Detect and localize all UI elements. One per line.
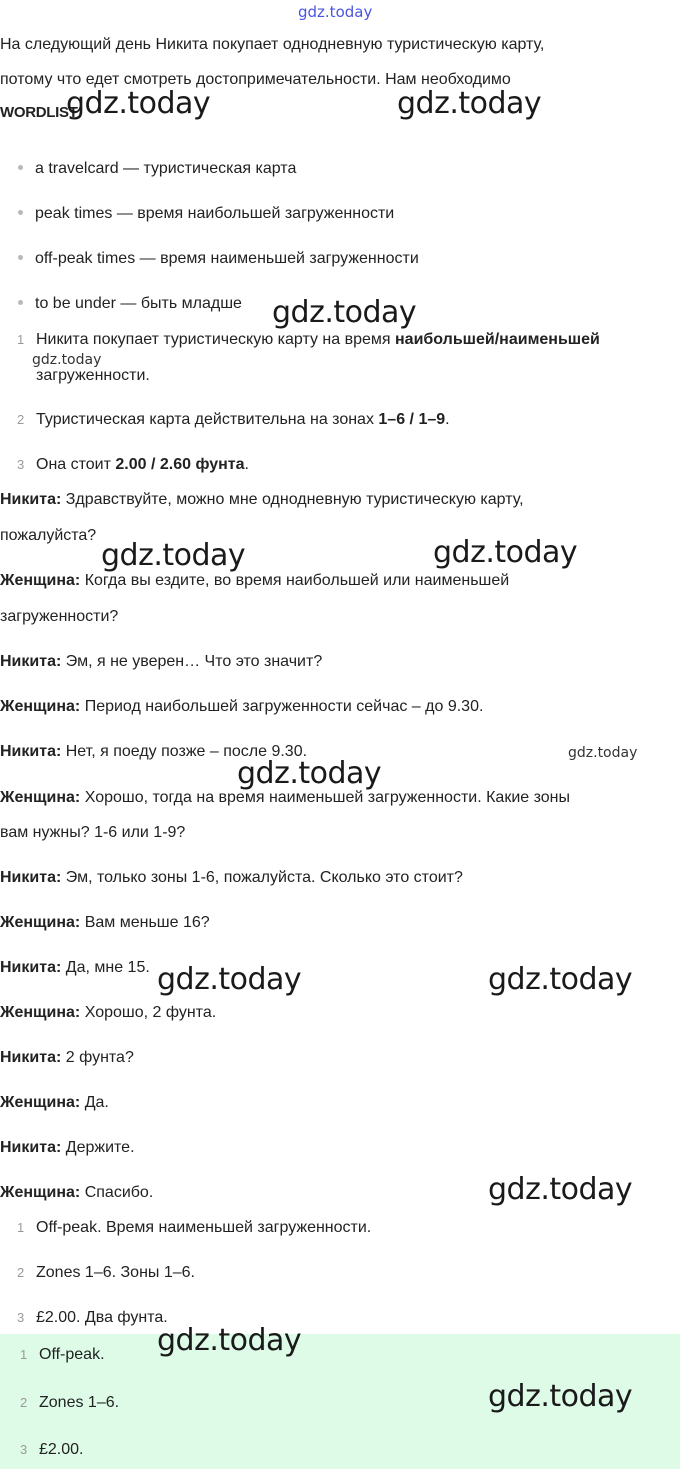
watermark: gdz.today: [397, 86, 542, 121]
wordlist-item: [18, 249, 419, 269]
speaker: Никита:: [0, 1049, 62, 1066]
dialogue-text: Спасибо.: [80, 1184, 154, 1201]
speaker: Никита:: [0, 743, 62, 760]
speaker: Никита:: [0, 869, 62, 886]
dialogue-text: Да, мне 15.: [61, 959, 150, 976]
answer-item: [0, 1263, 195, 1283]
task-text: Туристическая карта действительна на зонах: [36, 411, 379, 428]
dialogue-text: Здравствуйте, можно мне однодневную туристическую карту,: [61, 491, 524, 508]
dialogue-text: Хорошо, тогда на время наименьшей загруженности. Какие зоны: [80, 789, 570, 806]
speaker: Женщина:: [0, 698, 81, 715]
dialogue-line: [0, 958, 150, 978]
wordlist-item-text: peak times — время наибольшей загруженности: [35, 205, 395, 222]
bullet-icon: [18, 255, 23, 260]
wordlist-item-text: to be under — быть младше: [35, 295, 242, 312]
speaker: Женщина:: [0, 1094, 81, 1111]
dialogue-text: Нет, я поеду позже – после 9.30.: [61, 743, 308, 760]
answer-number: 3: [20, 1442, 28, 1457]
watermark: gdz.today: [488, 1379, 633, 1414]
watermark: gdz.today: [272, 295, 417, 330]
speaker: Никита:: [0, 491, 62, 508]
speaker: Женщина:: [0, 1184, 81, 1201]
dialogue-line: [0, 788, 570, 808]
dialogue-text: Эм, я не уверен… Что это значит?: [61, 653, 323, 670]
task-bold: наибольшей/наименьшей: [395, 331, 600, 348]
dialogue-text: Хорошо, 2 фунта.: [80, 1004, 217, 1021]
answer-text: Off-peak. Время наименьшей загруженности.: [36, 1219, 372, 1236]
task-text: Она стоит: [36, 456, 116, 473]
task-after: .: [445, 411, 450, 428]
task-number: 2: [17, 412, 25, 427]
speaker: Никита:: [0, 959, 62, 976]
speaker: Женщина:: [0, 914, 81, 931]
dialogue-continuation: вам нужны? 1-6 или 1-9?: [0, 824, 186, 841]
dialogue-text: Да.: [80, 1094, 109, 1111]
final-answer-item: [3, 1393, 119, 1413]
answer-number: 1: [20, 1347, 28, 1362]
dialogue-line: [0, 1048, 134, 1068]
wordlist-item-text: a travelcard — туристическая карта: [35, 160, 297, 177]
dialogue-line: [0, 913, 210, 933]
dialogue-text: Когда вы ездите, во время наибольшей или наименьшей: [80, 572, 510, 589]
watermark-top: gdz.today: [298, 3, 373, 21]
bullet-icon: [18, 165, 23, 170]
dialogue-line: [0, 868, 463, 888]
task-after: .: [244, 456, 249, 473]
bullet-icon: [18, 300, 23, 305]
dialogue-text: Вам меньше 16?: [80, 914, 210, 931]
watermark: gdz.today: [101, 538, 246, 573]
dialogue-continuation: пожалуйста?: [0, 527, 97, 544]
dialogue-line: [0, 1183, 153, 1203]
answer-number: 2: [20, 1395, 28, 1410]
speaker: Никита:: [0, 1139, 62, 1156]
wordlist-item-text: off-peak times — время наименьшей загруженности: [35, 250, 419, 267]
dialogue-line: [0, 571, 509, 591]
answer-number: 2: [17, 1265, 25, 1280]
intro-line-2: потому что едет смотреть достопримечательности. Нам необходимо: [0, 71, 511, 88]
dialogue-text: Держите.: [61, 1139, 135, 1156]
watermark: gdz.today: [157, 1323, 302, 1358]
task-bold: 2.00 / 2.60 фунта: [115, 456, 245, 473]
answer-text: £2.00.: [39, 1441, 84, 1458]
watermark: gdz.today: [66, 86, 211, 121]
answer-text: £2.00. Два фунта.: [36, 1309, 168, 1326]
dialogue-text: Эм, только зоны 1-6, пожалуйста. Сколько это стоит?: [61, 869, 463, 886]
task-item: [0, 410, 450, 430]
dialogue-line: [0, 652, 322, 672]
dialogue-text: 2 фунта?: [61, 1049, 134, 1066]
answer-item: [0, 1308, 168, 1328]
watermark: gdz.today: [157, 962, 302, 997]
final-answer-item: [3, 1440, 83, 1460]
task-item: [0, 330, 600, 350]
wordlist-item: [18, 204, 394, 224]
answer-item: [0, 1218, 371, 1238]
dialogue-continuation: загруженности?: [0, 608, 119, 625]
watermark: gdz.today: [488, 1172, 633, 1207]
speaker: Женщина:: [0, 572, 81, 589]
watermark-small: gdz.today: [32, 352, 102, 368]
task-item: [0, 455, 249, 475]
wordlist-item: [18, 294, 242, 314]
speaker: Никита:: [0, 653, 62, 670]
bullet-icon: [18, 210, 23, 215]
dialogue-text: Период наибольшей загруженности сейчас – до 9.30.: [80, 698, 484, 715]
answer-number: 3: [17, 1310, 25, 1325]
wordlist-item: [18, 159, 296, 179]
task-number: 1: [17, 332, 25, 347]
task-item-continuation: загруженности.: [36, 367, 150, 384]
task-number: 3: [17, 457, 25, 472]
watermark: gdz.today: [488, 962, 633, 997]
intro-line-1: На следующий день Никита покупает однодневную туристическую карту,: [0, 36, 545, 53]
answer-text: Zones 1–6.: [39, 1394, 120, 1411]
dialogue-line: [0, 490, 524, 510]
watermark-small: gdz.today: [568, 745, 638, 761]
answer-text: Zones 1–6. Зоны 1–6.: [36, 1264, 195, 1281]
dialogue-line: [0, 1138, 135, 1158]
dialogue-line: [0, 1093, 109, 1113]
answer-text: Off-peak.: [39, 1346, 105, 1363]
speaker: Женщина:: [0, 789, 81, 806]
watermark: gdz.today: [237, 756, 382, 791]
answer-number: 1: [17, 1220, 25, 1235]
wordlist-title: WORDLIST: [0, 104, 78, 121]
watermark: gdz.today: [433, 535, 578, 570]
task-text: Никита покупает туристическую карту на время: [36, 331, 395, 348]
dialogue-line: [0, 1003, 216, 1023]
task-bold: 1–6 / 1–9: [378, 411, 446, 428]
dialogue-line: [0, 697, 483, 717]
speaker: Женщина:: [0, 1004, 81, 1021]
final-answer-item: [3, 1345, 105, 1365]
